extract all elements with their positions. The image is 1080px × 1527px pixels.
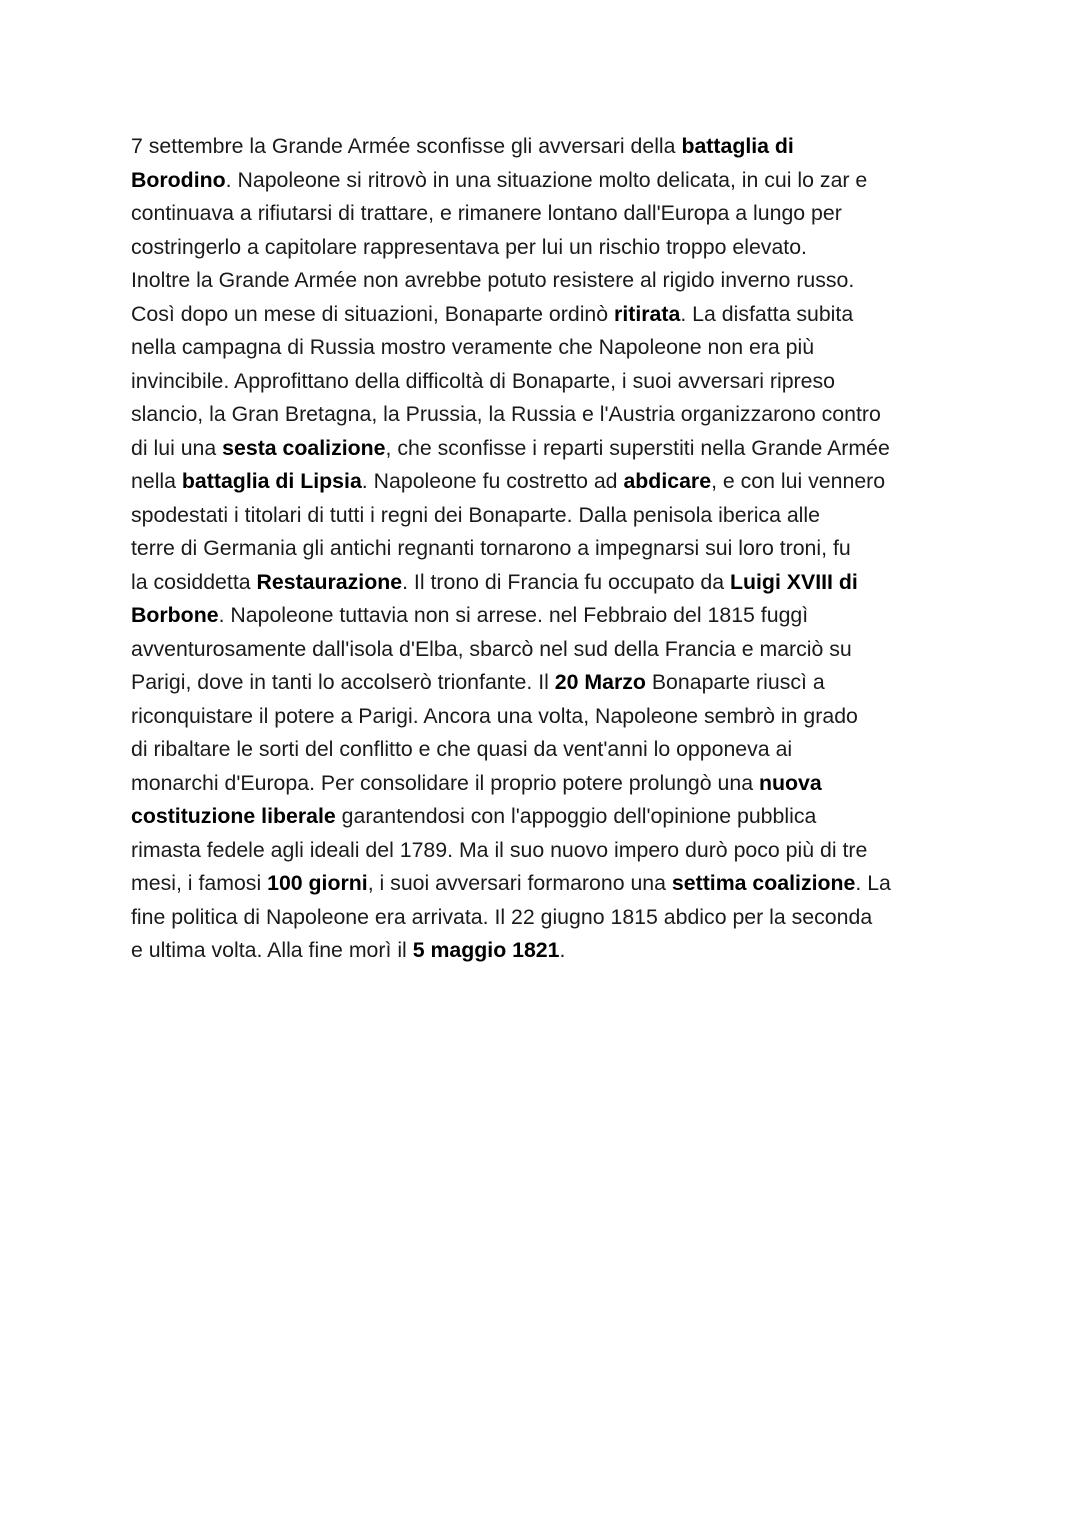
- text-segment: nella: [131, 469, 182, 493]
- text-line: [131, 264, 961, 298]
- text-segment: , i suoi avversari formarono una: [367, 871, 672, 895]
- text-line: [131, 700, 961, 734]
- text-line: [131, 633, 961, 667]
- text-line: [131, 298, 961, 332]
- text-segment: . Napoleone tuttavia non si arrese. nel Febbraio del 1815 fuggì: [218, 603, 809, 627]
- text-segment: . La disfatta subita: [680, 301, 854, 326]
- text-line: [131, 231, 961, 265]
- text-segment: invincibile. Approfittano della difficoltà di Bonaparte, i suoi avversari ripreso: [131, 368, 835, 393]
- text-segment: e ultima volta. Alla fine morì il: [131, 938, 413, 962]
- text-line: [131, 733, 961, 767]
- text-segment: terre di Germania gli antichi regnanti tornarono a impegnarsi sui loro troni, fu: [131, 536, 851, 560]
- text-segment: slancio, la Gran Bretagna, la Prussia, la Russia e l'Austria organizzarono contro: [131, 402, 881, 426]
- bold-term: abdicare: [623, 469, 712, 493]
- text-line: [131, 130, 961, 164]
- text-segment: mesi, i famosi: [131, 871, 268, 895]
- text-segment: .: [559, 938, 566, 962]
- text-segment: Bonaparte riuscì a: [645, 670, 825, 694]
- text-line: [131, 465, 961, 499]
- text-segment: . Il trono di Francia fu occupato da: [402, 569, 730, 594]
- text-line: [131, 365, 961, 399]
- text-line: [131, 800, 961, 834]
- text-line: [131, 197, 961, 231]
- bold-term: 20 Marzo: [554, 670, 646, 694]
- text-segment: Parigi, dove in tanti lo accolserò trionfante. Il: [131, 670, 555, 694]
- bold-term: battaglia di Lipsia: [181, 469, 362, 493]
- bold-term: ritirata: [614, 301, 681, 326]
- text-segment: . Napoleone si ritrovò in una situazione molto delicata, in cui lo zar e: [225, 167, 868, 192]
- text-segment: Inoltre la Grande Armée non avrebbe potuto resistere al rigido inverno russo.: [131, 268, 855, 292]
- text-segment: , e con lui vennero: [711, 469, 886, 493]
- text-segment: la cosiddetta: [131, 569, 257, 594]
- text-line: [131, 331, 961, 365]
- text-segment: avventurosamente dall'isola d'Elba, sbarcò nel sud della Francia e marciò su: [131, 636, 852, 661]
- text-segment: riconquistare il potere a Parigi. Ancora una volta, Napoleone sembrò in grado: [131, 703, 858, 728]
- bold-term: Restaurazione: [256, 569, 403, 594]
- text-segment: , che sconfisse i reparti superstiti nella Grande Armée: [385, 435, 890, 460]
- bold-term: 5 maggio 1821: [412, 938, 560, 962]
- text-segment: costringerlo a capitolare rappresentava per lui un rischio troppo elevato.: [131, 234, 807, 259]
- text-segment: . Napoleone fu costretto ad: [361, 469, 624, 493]
- text-segment: di ribaltare le sorti del conflitto e che quasi da vent'anni lo opponeva ai: [131, 737, 793, 761]
- text-line: [131, 566, 961, 600]
- text-segment: rimasta fedele agli ideali del 1789. Ma il suo nuovo impero durò poco più di tre: [131, 837, 868, 862]
- text-line: [131, 767, 961, 801]
- text-line: [131, 666, 961, 700]
- text-segment: spodestati i titolari di tutti i regni dei Bonaparte. Dalla penisola iberica alle: [131, 502, 820, 527]
- text-segment: 7 settembre la Grande Armée sconfisse gli avversari della: [131, 134, 682, 158]
- text-line: [131, 164, 961, 198]
- bold-term: sesta coalizione: [222, 435, 386, 460]
- text-line: [131, 599, 961, 633]
- text-line: [131, 532, 961, 566]
- bold-term: settima coalizione: [671, 871, 856, 895]
- text-segment: monarchi d'Europa. Per consolidare il proprio potere prolungò una: [131, 770, 759, 795]
- bold-term: 100 giorni: [267, 871, 368, 895]
- text-segment: di lui una: [131, 435, 223, 460]
- bold-term: Luigi XVIII di: [730, 569, 858, 594]
- text-segment: fine politica di Napoleone era arrivata. Il 22 giugno 1815 abdico per la seconda: [131, 904, 873, 929]
- text-line: [131, 398, 961, 432]
- bold-term: nuova: [758, 770, 822, 795]
- bold-term: Borbone: [131, 603, 219, 627]
- text-segment: Così dopo un mese di situazioni, Bonaparte ordinò: [131, 301, 615, 326]
- text-line: [131, 867, 961, 901]
- bold-term: Borodino: [131, 167, 226, 192]
- bold-term: costituzione liberale: [131, 804, 336, 828]
- text-line: [131, 499, 961, 533]
- text-segment: . La: [855, 871, 891, 895]
- text-segment: continuava a rifiutarsi di trattare, e rimanere lontano dall'Europa a lungo per: [131, 201, 842, 225]
- text-line: [131, 901, 961, 935]
- bold-term: battaglia di: [681, 134, 794, 158]
- text-line: [131, 834, 961, 868]
- text-line: [131, 934, 961, 968]
- text-segment: nella campagna di Russia mostro veramente che Napoleone non era più: [131, 335, 815, 359]
- text-segment: garantendosi con l'appoggio dell'opinione pubblica: [335, 804, 817, 828]
- text-line: [131, 432, 961, 466]
- body-text: [131, 130, 961, 968]
